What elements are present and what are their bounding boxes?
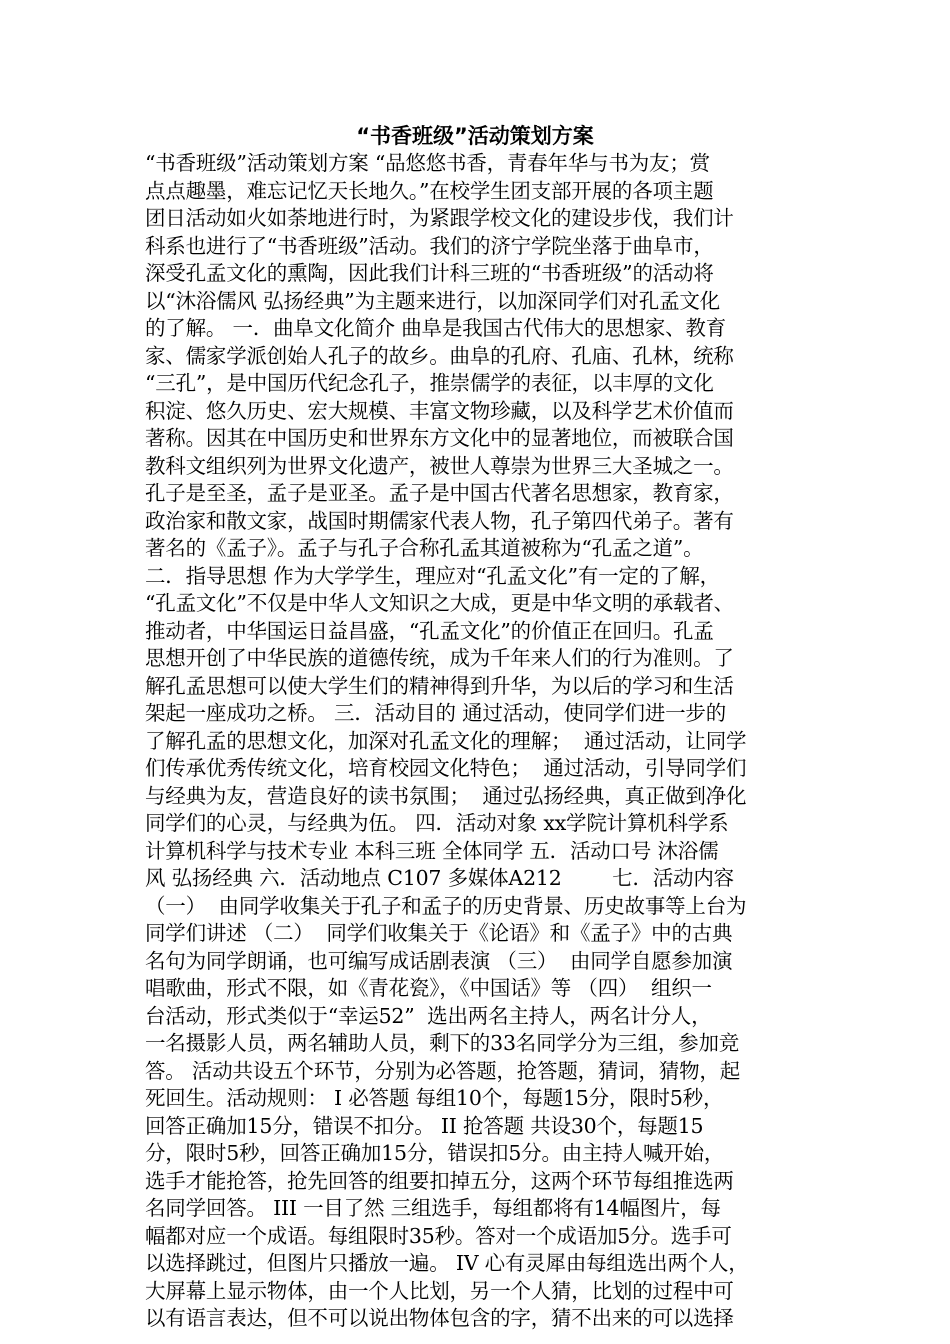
body-text-line: 家、儒家学派创始人孔子的故乡。曲阜的孔府、孔庙、孔林，统称 [145,343,734,368]
body-text-line: 积淀、悠久历史、宏大规模、丰富文物珍藏，以及科学艺术价值而 [145,398,734,423]
body-text-line: 教科文组织列为世界文化遗产，被世人尊崇为世界三大圣城之一。 [145,453,734,478]
body-text-line: 推动者，中华国运日益昌盛，“孔孟文化”的价值正在回归。孔孟 [145,618,714,643]
body-text-line: 们传承优秀传统文化，培育校园文化特色； 通过活动，引导同学们 [145,756,747,780]
body-text-line: 架起一座成功之桥。 三．活动目的 通过活动，使同学们进一步的 [145,701,727,725]
body-text-line: 深受孔孟文化的熏陶，因此我们计科三班的“书香班级”的活动将 [145,261,714,285]
body-text-line: 科系也进行了“书香班级”活动。我们的济宁学院坐落于曲阜市， [145,233,714,258]
body-text-line: 著称。因其在中国历史和世界东方文化中的显著地位，而被联合国 [145,426,734,450]
body-text-line: 选手才能抢答，抢先回答的组要扣掉五分，这两个环节每组推选两 [145,1168,734,1193]
body-text-line: （一） 由同学收集关于孔子和孟子的历史背景、历史故事等上台为 [145,893,747,918]
body-text-line: 答。 活动共设五个环节，分别为必答题，抢答题，猜词，猜物，起 [145,1058,741,1083]
body-text-line: 名句为同学朗诵，也可编写成话剧表演 （三） 由同学自愿参加演 [145,948,733,973]
body-text-line: 著名的《孟子》。孟子与孔子合称孔孟其道被称为“孔孟之道”。 [145,536,704,560]
body-text-line: 孔子是至圣，孟子是亚圣。孟子是中国古代著名思想家，教育家， [145,481,734,505]
body-text-line: 以有语言表达，但不可以说出物体包含的字，猜不出来的可以选择 [145,1306,734,1330]
body-text-line: 政治家和散文家，战国时期儒家代表人物，孔子第四代弟子。著有 [145,508,734,533]
body-text-line: “孔孟文化”不仅是中华人文知识之大成，更是中华文明的承载者、 [145,591,734,615]
body-text-line: 以选择跳过，但图片只播放一遍。 IV 心有灵犀由每组选出两个人， [145,1251,749,1275]
body-text-line: 一名摄影人员，两名辅助人员，剩下的33名同学分为三组，参加竞 [145,1031,740,1055]
body-text-line: 点点趣墨，难忘记忆天长地久。”在校学生团支部开展的各项主题 [145,178,714,203]
body-text-line: 计算机科学与技术专业 本科三班 全体同学 五．活动口号 沐浴儒 [145,838,719,863]
body-text-line: 风 弘扬经典 六．活动地点 C107 多媒体A212 七．活动内容 [145,866,734,890]
body-text-line: 了解孔孟的思想文化，加深对孔孟文化的理解； 通过活动，让同学 [145,728,747,753]
body-text-line: 名同学回答。 III 一目了然 三组选手，每组都将有14幅图片，每 [145,1196,721,1220]
body-text-line: “书香班级”活动策划方案 “品悠悠书香，青春年华与书为友；赏 [145,151,710,175]
body-text-line: 分，限时5秒，回答正确加15分，错误扣5分。由主持人喊开始， [145,1141,725,1165]
body-text-line: 回答正确加15分，错误不扣分。 II 抢答题 共设30个，每题15 [145,1113,704,1138]
body-text-line: 幅都对应一个成语。每组限时35秒。答对一个成语加5分。选手可 [145,1223,732,1248]
body-text-line: 同学们讲述 （二） 同学们收集关于《论语》和《孟子》中的古典 [145,921,733,945]
body-text-line: 唱歌曲，形式不限，如《青花瓷》，《中国话》等 （四） 组织一 [145,976,712,1000]
body-text-line: 与经典为友，营造良好的读书氛围； 通过弘扬经典，真正做到净化 [145,783,747,808]
body-text-line: 大屏幕上显示物体，由一个人比划，另一个人猜，比划的过程中可 [145,1278,734,1303]
body-text-line: 解孔孟思想可以使大学生们的精神得到升华，为以后的学习和生活 [145,673,734,698]
body-text-line: 思想开创了中华民族的道德传统，成为千年来人们的行为准则。了 [145,646,734,670]
body-text-line: 台活动，形式类似于“幸运52” 选出两名主持人，两名计分人， [145,1003,712,1028]
body-text-line: 团日活动如火如荼地进行时，为紧跟学校文化的建设步伐，我们计 [145,206,734,230]
body-text-line: 以“沐浴儒风 弘扬经典”为主题来进行，以加深同学们对孔孟文化 [145,288,720,313]
body-text-line: “三孔”，是中国历代纪念孔子，推崇儒学的表征，以丰厚的文化 [145,371,714,395]
document-body [145,150,805,1333]
body-text-line: 死回生。活动规则： I 必答题 每组10个，每题15分，限时5秒， [145,1086,724,1110]
body-text-line: 同学们的心灵，与经典为伍。 四．活动对象 xx学院计算机科学系 [145,811,729,835]
document-title: “书香班级”活动策划方案 [356,124,594,148]
body-text-line: 的了解。 一．曲阜文化简介 曲阜是我国古代伟大的思想家、教育 [145,316,727,340]
body-text-line: 二．指导思想 作为大学学生，理应对“孔孟文化”有一定的了解， [145,563,720,588]
